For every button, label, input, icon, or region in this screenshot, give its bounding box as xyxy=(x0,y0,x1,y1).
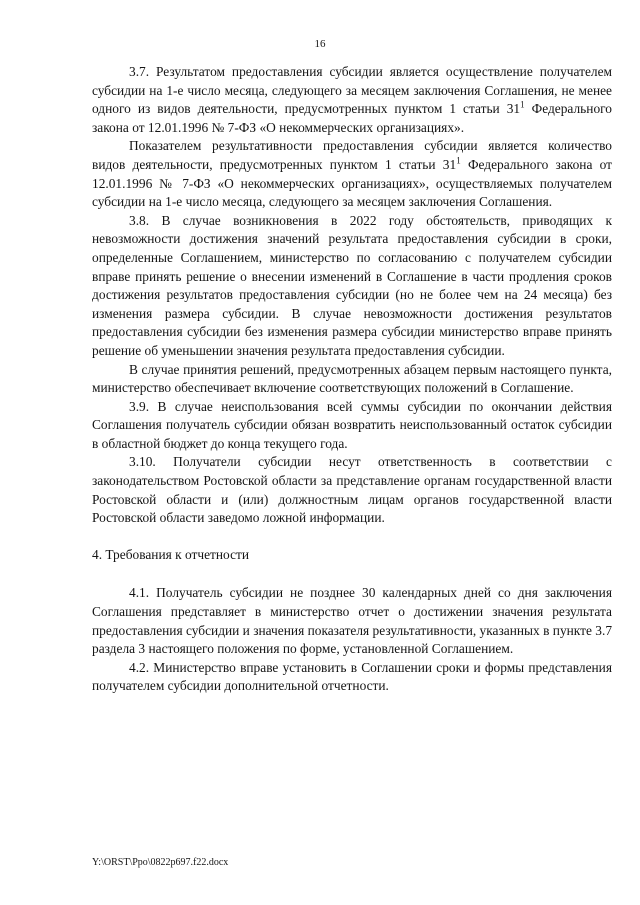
paragraph-3-9: 3.9. В случае неиспользования всей суммы субсидии по окончании действия Соглашения получатель субсидии обязан возвратить неиспользованный остаток субсидии в областной бюджет до конца текущего года. xyxy=(92,398,612,451)
paragraph-4-1: 4.1. Получатель субсидии не позднее 30 календарных дней со дня заключения Соглашения представляет в министерство отчет о достижении значения результата предоставления субсидии и значения показателя результативности, указанных в пункте 3.7 раздела 3 настоящего положения по форме, установленной Соглашением. xyxy=(92,585,613,657)
paragraph-3-8-second: В случае принятия решений, предусмотренных абзацем первым настоящего пункта, министерство обеспечивает включение соответствующих положений в Соглашение. xyxy=(92,361,612,396)
superscript: 1 xyxy=(456,155,461,166)
document-body xyxy=(92,63,612,696)
paragraph-3-7 xyxy=(92,63,612,137)
paragraph-3-7-indicator xyxy=(92,137,612,211)
superscript: 1 xyxy=(520,99,525,110)
paragraph-text: 3.7. Результатом предоставления субсидии является осуществление получателем субсидии на 1-е число месяца, следующего за месяцем заключения Соглашения, не менее одного из видов деятельности, предусмотренных пунктом 1 статьи 31 xyxy=(92,64,612,117)
paragraph-4-2: 4.2. Министерство вправе установить в Соглашении сроки и формы представления получателем субсидии дополнительной отчетности. xyxy=(92,659,612,694)
page-number: 16 xyxy=(314,38,326,50)
paragraph-text: Федерального закона от 12.01.1996 № 7-ФЗ «О некоммерческих организациях». xyxy=(92,101,612,135)
paragraph-text: Показателем результативности предоставления субсидии является количество видов деятельности, предусмотренных пунктом 1 статьи 31 xyxy=(92,138,612,172)
paragraph-3-8: 3.8. В случае возникновения в 2022 году обстоятельств, приводящих к невозможности достижения значений результата предоставления субсидии в сроки, определенные Соглашением, министерство по согласованию с получателем субсидии вправе принять решение о внесении изменений в Соглашение в части продления сроков достижения результатов предоставления субсидии (но не более чем на 24 месяца) без изменения размера субсидии. В случае невозможности достижения результатов предоставления субсидии без изменения размера субсидии министерство вправе принять решение об уменьшении значения результата предоставления субсидии. xyxy=(92,212,612,358)
footer-file-path: Y:\ORST\Ppo\0822p697.f22.docx xyxy=(92,857,229,868)
paragraph-3-10: 3.10. Получатели субсидии несут ответственность в соответствии с законодательством Ростовской области за представление органам государственной власти Ростовской области и (или) должностным лицам органов государственной власти Ростовской области заведомо ложной информации. xyxy=(92,454,612,526)
paragraph-text: Федерального закона от 12.01.1996 № 7-ФЗ «О некоммерческих организациях», осуществляемых получателем субсидии на 1-е число месяца, следующего за месяцем заключения Соглашения. xyxy=(92,156,613,210)
section-heading: 4. Требования к отчетности xyxy=(92,546,250,562)
